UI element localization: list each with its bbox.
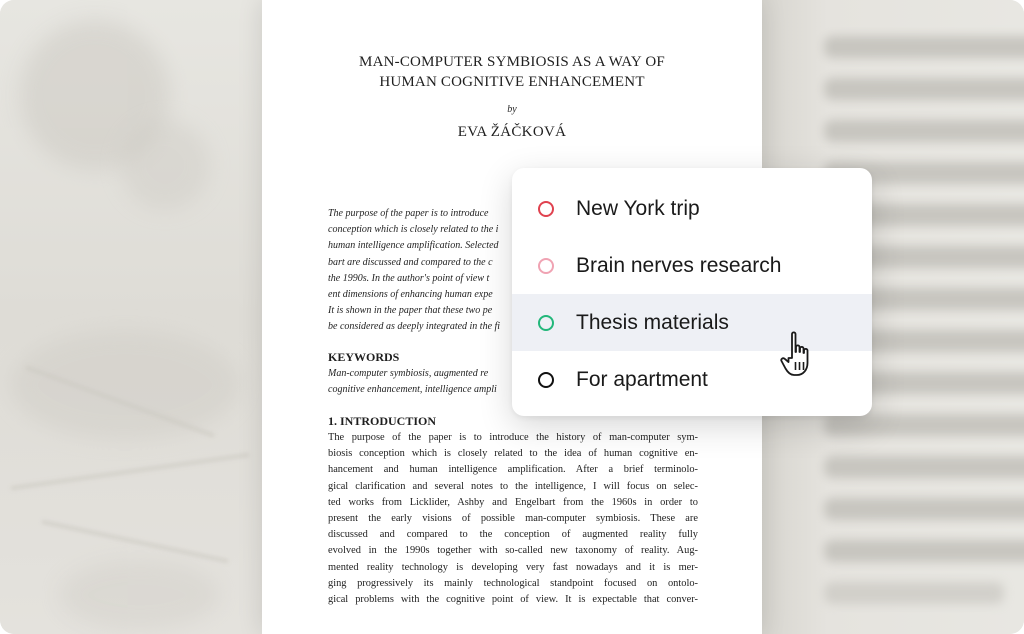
menu-item-label: Thesis materials [576, 310, 729, 334]
intro-line: gical clarification and several notes to the intelligence, I will focus on selec- [328, 480, 698, 492]
menu-item-brain-nerves-research[interactable] [512, 237, 872, 294]
paper-by: by [507, 104, 517, 115]
abstract-line: ent dimensions of enhancing human expe [328, 289, 493, 301]
circle-outline-icon [538, 372, 554, 388]
circle-outline-icon [538, 315, 554, 331]
paper-author: EVA ŽÁČKOVÁ [457, 124, 567, 140]
intro-line: ted works from Licklider, Ashby and Engelbart from the 1960s in order to [328, 496, 698, 508]
introduction-heading: 1. INTRODUCTION [328, 414, 437, 428]
intro-line: mented reality technology is developing very fast nowadays and it is mer- [328, 561, 698, 573]
intro-line: ging progressively its mainly technological standpoint focused on ontolo- [328, 577, 698, 589]
keywords-heading: KEYWORDS [328, 350, 400, 364]
intro-line: hancement and human intelligence amplification. After a brief terminolo- [328, 464, 698, 476]
intro-line: biosis conception which is closely related to the idea of human cognitive en- [328, 448, 698, 460]
abstract-line: It is shown in the paper that these two pe [328, 305, 493, 317]
intro-line: gical problems with the cognitive point of view. It is expectable that conver- [328, 594, 698, 606]
intro-line: evolved in the 1990s together with so-called new taxonomy of reality. Aug- [328, 545, 698, 557]
hand-pointer-icon [780, 330, 828, 380]
abstract-line: The purpose of the paper is to introduce [328, 208, 489, 219]
abstract-line: the 1990s. In the author's point of view t [328, 272, 490, 284]
menu-item-new-york-trip[interactable] [512, 180, 872, 237]
paper-title-line-2: HUMAN COGNITIVE ENHANCEMENT [379, 74, 645, 90]
keywords-line: cognitive enhancement, intelligence ampli [328, 384, 497, 395]
circle-outline-icon [538, 201, 554, 217]
abstract-line: conception which is closely related to the i [328, 224, 499, 236]
keywords-line: Man-computer symbiosis, augmented re [328, 368, 489, 379]
paper-title-line-1: MAN-COMPUTER SYMBIOSIS AS A WAY OF [359, 54, 665, 70]
intro-line: present the early visions of possible man-computer symbiosis. These are [328, 513, 698, 525]
abstract-line: human intelligence amplification. Selected [328, 240, 499, 252]
intro-line: The purpose of the paper is to introduce the history of man-computer sym- [328, 432, 698, 443]
menu-item-label: Brain nerves research [576, 253, 782, 277]
circle-outline-icon [538, 258, 554, 274]
menu-item-label: For apartment [576, 367, 708, 391]
introduction-text [328, 430, 698, 608]
background-left-blurred [0, 0, 262, 634]
intro-line: discussed and compared to the conception of augmented reality fully [328, 529, 698, 541]
menu-item-label: New York trip [576, 196, 700, 220]
paper-title [262, 52, 762, 92]
abstract-line: bart are discussed and compared to the c [328, 256, 493, 268]
abstract-line: be considered as deeply integrated in the fi [328, 321, 501, 333]
